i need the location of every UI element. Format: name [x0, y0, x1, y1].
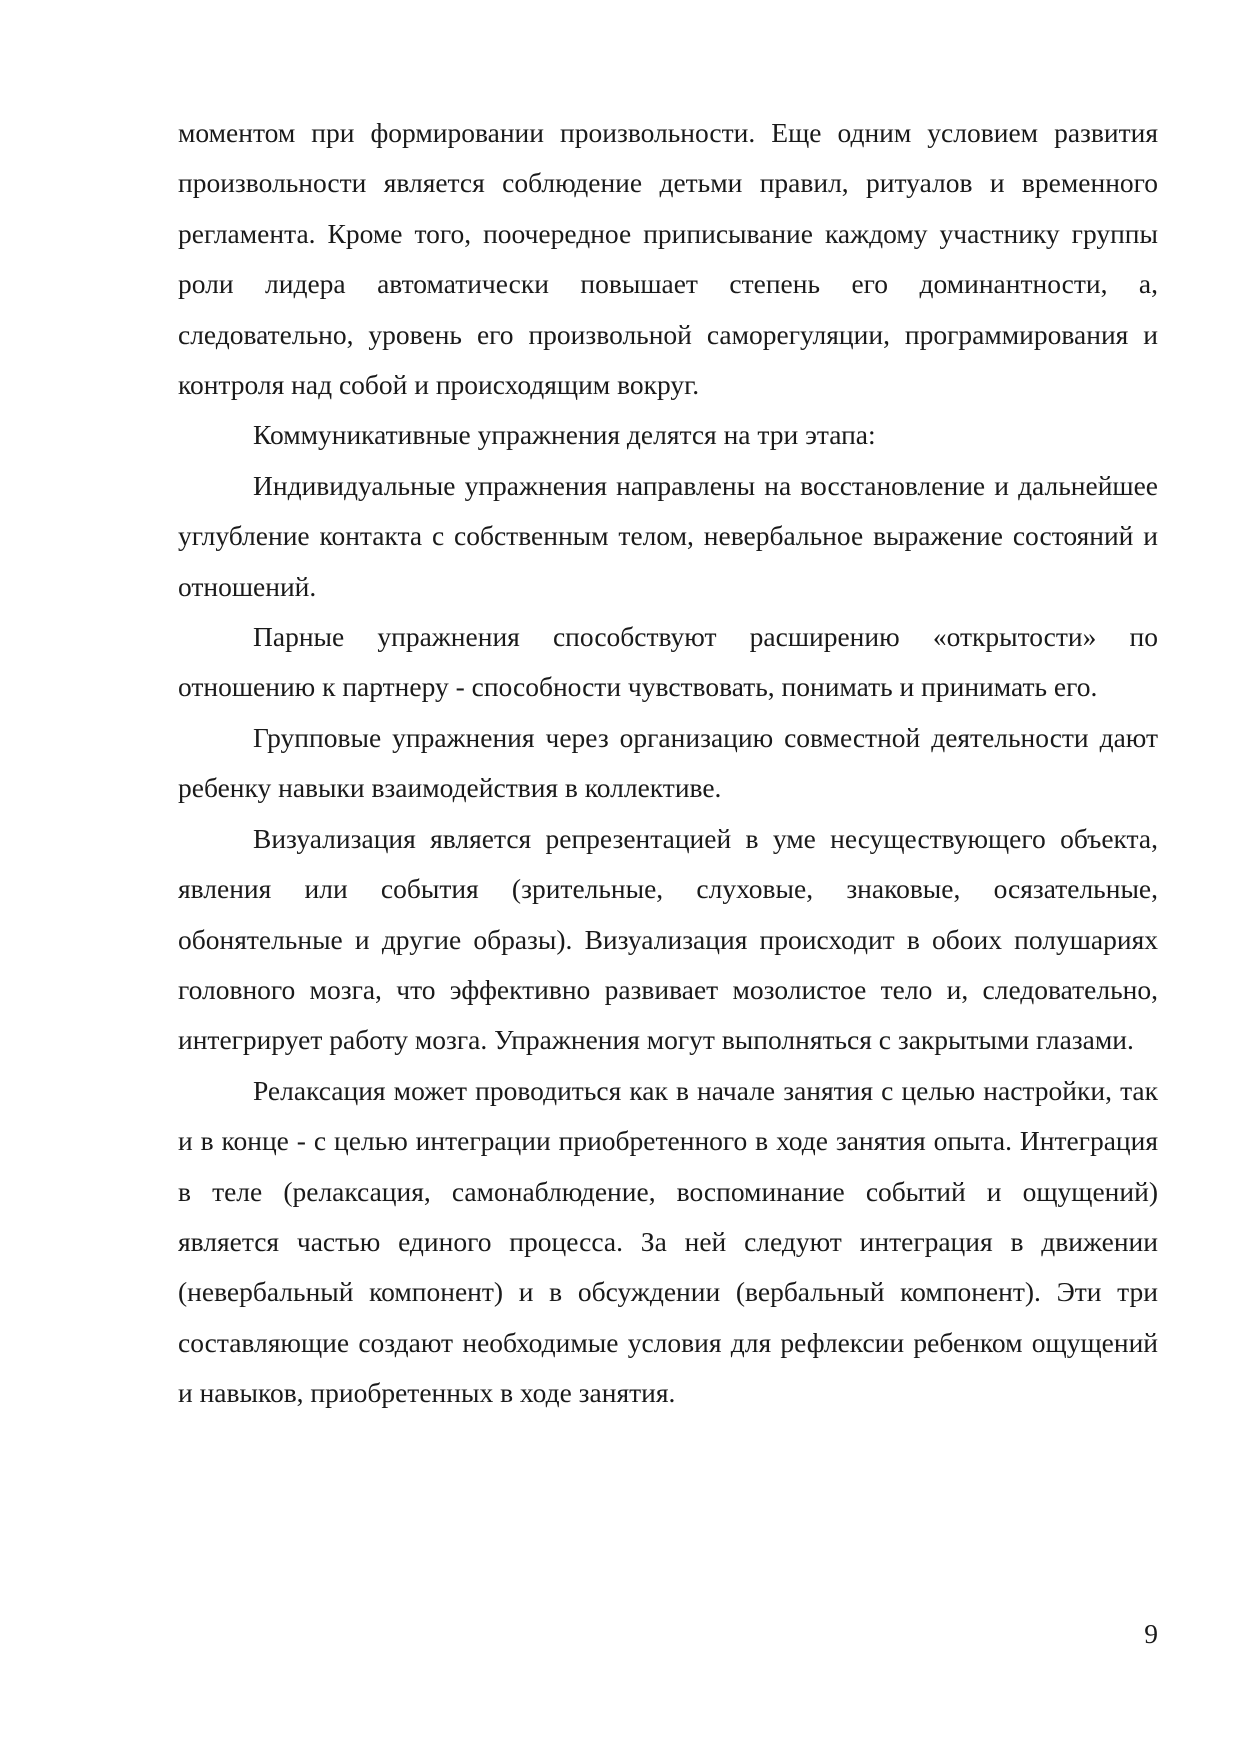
paragraph-communicative-stages: Коммуникативные упражнения делятся на три этапа: — [253, 419, 876, 451]
paragraph-relaxation: Релаксация может проводиться как в начале занятия с целью настройки, так и в конце - с целью интеграции приобретенного в ходе занятия опыта. Интеграция в теле (релаксация, самонаблюдение, воспоминание событий и ощущений) является частью единого процесса. За ней следуют интеграция в движении (невербальный компонент) и в обсуждении (вербальный компонент). Эти три составляющие создают необходимые условия для рефлексии ребенком ощущений и навыков, приобретенных в ходе занятия. — [178, 1074, 1158, 1409]
paragraph-continuation: моментом при формировании произвольности. Еще одним условием развития произвольности является соблюдение детьми правил, ритуалов и временного регламента. Кроме того, поочередное приписывание каждому участнику группы роли лидера автоматически повышает степень его доминантности, а, следовательно, уровень его произвольной саморегуляции, программирования и контроля над собой и происходящим вокруг. — [178, 117, 1158, 401]
paragraph-individual-exercises: Индивидуальные упражнения направлены на восстановление и дальнейшее углубление контакта с собственным телом, невербальное выражение состояний и отношений. — [178, 469, 1158, 602]
paragraph-pair-exercises: Парные упражнения способствуют расширению «открытости» по отношению к партнеру - способности чувствовать, понимать и принимать его. — [178, 621, 1158, 703]
paragraph-group-exercises: Групповые упражнения через организацию совместной деятельности дают ребенку навыки взаимодействия в коллективе. — [178, 721, 1158, 804]
page-number: 9 — [1144, 1618, 1158, 1649]
paragraph-visualization: Визуализация является репрезентацией в уме несуществующего объекта, явления или события (зрительные, слуховые, знаковые, осязательные, обонятельные и другие образы). Визуализация происходит в обоих полушариях головного мозга, что эффективно развивает мозолистое тело и, следовательно, интегрирует работу мозга. Упражнения могут выполняться с закрытыми глазами. — [178, 822, 1158, 1056]
body-text — [178, 108, 1158, 1419]
